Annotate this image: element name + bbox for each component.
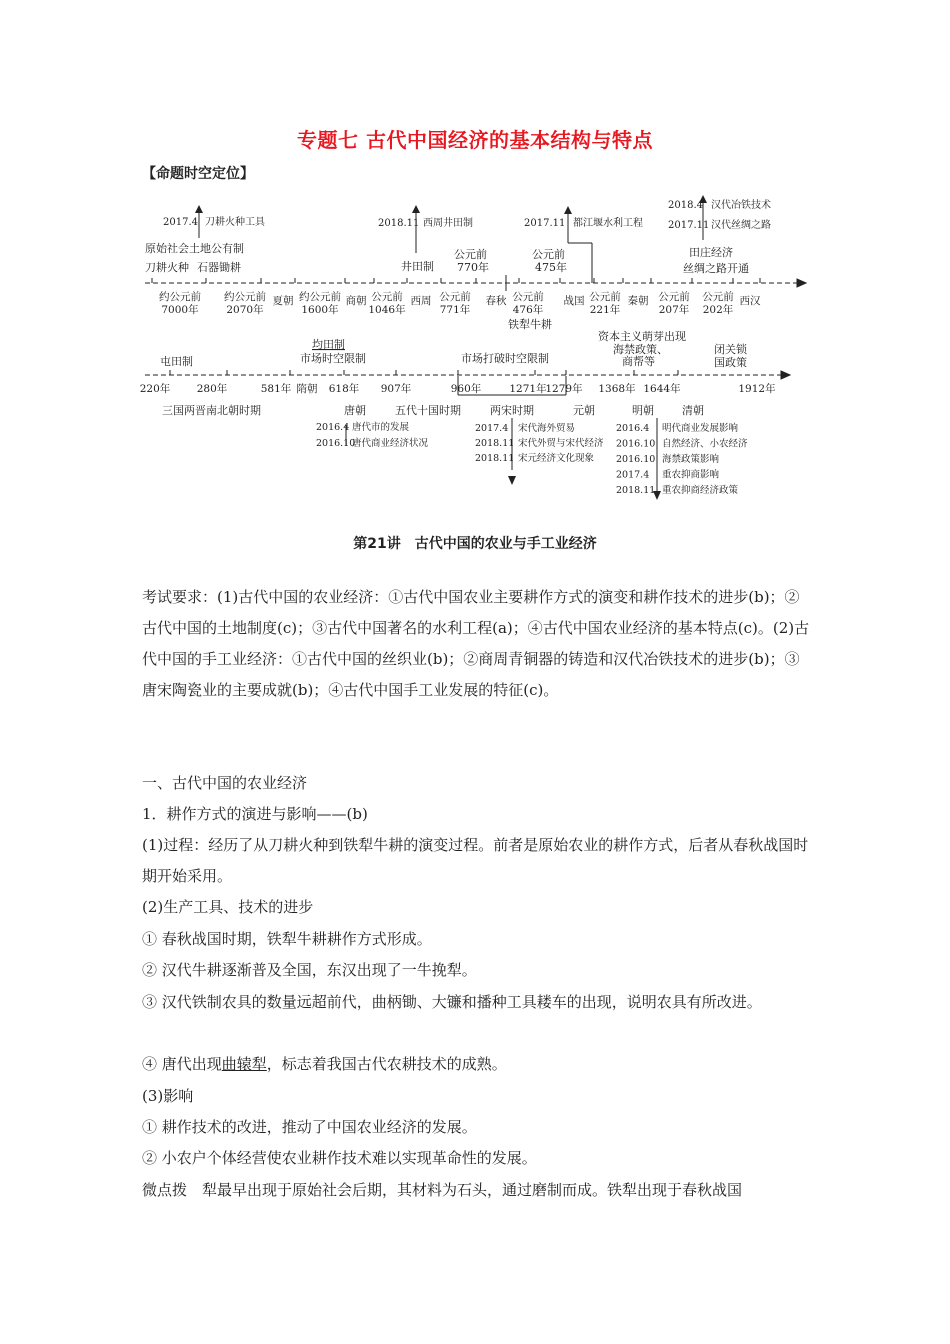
- exam-date: 2017.4: [616, 469, 650, 481]
- bottom-axis-label: 960年: [450, 383, 482, 395]
- top-axis-label: 公元前: [589, 291, 621, 303]
- label-song: 两宋时期: [490, 404, 534, 417]
- timeline-diagram: [0, 0, 950, 520]
- impact-item: ② 小农户个体经营使农业耕作技术难以实现革命性的发展。: [142, 1149, 537, 1167]
- top-axis-label: 夏朝: [272, 295, 294, 307]
- exam-date: 2016.4: [616, 423, 650, 434]
- exam-topic: 汉代冶铁技术: [711, 200, 771, 211]
- bottom-axis-label: 1271年: [509, 383, 547, 395]
- label-closed-door: 国政策: [714, 356, 747, 369]
- top-axis-label: 1046年: [368, 304, 406, 316]
- exam-date: 2016.4: [316, 422, 350, 433]
- label-bc770: 770年: [457, 261, 489, 274]
- label-slash-burn: 刀耕火种: [145, 261, 189, 274]
- exam-date: 2017.11: [524, 218, 566, 229]
- top-axis-label: 1600年: [301, 304, 339, 316]
- top-axis-label: 西周: [410, 295, 432, 307]
- exam-topic: 海禁政策影响: [662, 454, 720, 465]
- bottom-axis-label: 220年: [139, 383, 171, 395]
- bottom-axis-label: 280年: [196, 383, 228, 395]
- label-yuan: 元朝: [573, 404, 595, 417]
- label-sea-ban: 海禁政策、: [613, 343, 668, 356]
- arrow-up: [412, 205, 420, 213]
- top-axis-label: 207年: [658, 304, 690, 316]
- exam-date: 2017.4: [163, 217, 198, 228]
- label-bc770: 公元前: [454, 248, 487, 261]
- bottom-axis-label: 907年: [380, 383, 412, 395]
- exam-topic: 自然经济、小农经济: [662, 438, 748, 450]
- item-heading: 1．耕作方式的演进与影响——(b): [142, 805, 368, 823]
- label-bc475: 公元前: [532, 248, 565, 261]
- top-axis-label: 2070年: [226, 304, 264, 316]
- bottom-axis-label: 隋朝: [296, 383, 318, 395]
- bottom-axis-label: 618年: [328, 383, 360, 395]
- exam-topic: 明代商业发展影响: [662, 423, 739, 434]
- underlined-term: 曲辕犁: [221, 1055, 267, 1073]
- exam-topic: 重农抑商影响: [662, 469, 720, 481]
- page-title: 专题七 古代中国经济的基本结构与特点: [297, 128, 653, 152]
- exam-date: 2017.4: [475, 423, 509, 434]
- top-axis-label: 春秋: [485, 295, 507, 307]
- top-axis-label: 西汉: [739, 295, 761, 307]
- label-stone-tools: 石器锄耕: [197, 261, 241, 274]
- impact-item: ① 耕作技术的改进，推动了中国农业经济的发展。: [142, 1118, 477, 1136]
- bottom-axis-label: 1644年: [643, 383, 681, 395]
- bottom-axis-label: 1279年: [545, 383, 583, 395]
- arrow-up: [195, 205, 203, 213]
- bottom-axis-label: 581年: [260, 383, 292, 395]
- top-axis-label: 约公元前: [224, 291, 266, 303]
- top-axis-label: 约公元前: [159, 291, 201, 303]
- exam-date: 2016.10: [616, 454, 656, 465]
- top-axis-label: 公元前: [439, 291, 471, 303]
- top-axis-label: 商朝: [345, 295, 367, 307]
- label-market-limit: 市场时空限制: [300, 352, 366, 365]
- process-paragraph: (1)过程：经历了从刀耕火种到铁犁牛耕的演变过程。前者是原始农业的耕作方式，后者从春秋战国时期开始采用。: [142, 836, 809, 885]
- label-ming: 明朝: [632, 404, 654, 417]
- exam-topic: 都江堰水利工程: [573, 218, 643, 229]
- impact-heading: (3)影响: [142, 1087, 194, 1105]
- label-well-field: 井田制: [401, 260, 434, 273]
- exam-date: 2018.4: [668, 200, 703, 211]
- exam-topic: 宋代外贸与宋代经济: [518, 438, 604, 449]
- label-three-kingdoms: 三国两晋南北朝时期: [162, 404, 261, 417]
- label-primitive-land: 原始社会土地公有制: [145, 242, 244, 255]
- label-market-break: 市场打破时空限制: [461, 352, 549, 365]
- tip-paragraph: [142, 1175, 810, 1206]
- label-iron-plough: 铁犁牛耕: [508, 318, 552, 331]
- exam-date: 2018.11: [616, 485, 656, 496]
- tool-item: ④ 唐代出现曲辕犁，标志着我国古代农耕技术的成熟。: [142, 1055, 507, 1073]
- bottom-axis-label: 1368年: [598, 383, 636, 395]
- exam-topic: 重农抑商经济政策: [662, 485, 739, 496]
- exam-date: 2017.11: [668, 220, 710, 231]
- tip-text: 犁最早出现于原始社会后期，其材料为石头，通过磨制而成。铁犁出现于春秋战国: [202, 1181, 743, 1199]
- label-five-dynasties: 五代十国时期: [395, 404, 461, 417]
- exam-date: 2016.10: [616, 438, 656, 450]
- top-axis-label: 476年: [512, 304, 544, 316]
- label-qing: 清朝: [682, 404, 704, 417]
- tool-item: ② 汉代牛耕逐渐普及全国，东汉出现了一牛挽犁。: [142, 961, 477, 979]
- top-axis-label: 约公元前: [299, 291, 341, 303]
- top-axis-label: 公元前: [371, 291, 403, 303]
- tools-heading: (2)生产工具、技术的进步: [142, 898, 314, 916]
- label-bc475: 475年: [535, 261, 567, 274]
- top-axis-label: 221年: [589, 304, 621, 316]
- top-axis-label: 战国: [563, 295, 585, 307]
- arrow-down: [508, 476, 516, 485]
- tool-item: ① 春秋战国时期，铁犁牛耕耕作方式形成。: [142, 930, 432, 948]
- tool-item: ③ 汉代铁制农具的数量远超前代，曲柄锄、大镰和播种工具耧车的出现，说明农具有所改进。: [142, 993, 762, 1011]
- exam-topic: 宋元经济文化现象: [518, 453, 595, 464]
- label-tuntian: 屯田制: [160, 355, 193, 368]
- section-heading: 一、古代中国的农业经济: [142, 774, 308, 792]
- arrow-up: [564, 206, 572, 214]
- exam-topic: 唐代市的发展: [352, 422, 410, 433]
- top-axis-label: 公元前: [702, 291, 734, 303]
- top-axis-label: 202年: [702, 304, 734, 316]
- label-juntian: 均田制: [312, 338, 345, 351]
- exam-topic: 刀耕火种工具: [205, 217, 265, 228]
- label-merchants: 商帮等: [622, 355, 655, 368]
- label-closed-door: 闭关锁: [714, 343, 747, 356]
- label-field-economy: 田庄经济: [689, 246, 733, 259]
- exam-date: 2018.11: [475, 438, 515, 449]
- bottom-axis-label: 1912年: [738, 383, 776, 395]
- exam-topic: 汉代丝绸之路: [711, 220, 771, 231]
- exam-requirements: 考试要求：(1)古代中国的农业经济：①古代中国农业主要耕作方式的演变和耕作技术的进步(b)；②古代中国的土地制度(c)；③古代中国著名的水利工程(a)；④古代中国农业经济的基本特点(c)。(2)古代中国的手工业经济：①古代中国的丝织业(b)；②商周青铜器的铸造和汉代冶铁技术的进步(b)；③唐宋陶瓷业的主要成就(b)；④古代中国手工业发展的特征(c)。: [142, 588, 810, 699]
- label-tang: 唐朝: [344, 404, 366, 417]
- exam-topic: 西周井田制: [423, 218, 473, 229]
- top-axis-arrow: [797, 279, 806, 287]
- top-axis-label: 公元前: [658, 291, 690, 303]
- exam-date: 2018.11: [475, 453, 515, 464]
- top-axis-label: 秦朝: [627, 295, 649, 307]
- exam-date: 2018.11: [378, 218, 420, 229]
- label-silk-road: 丝绸之路开通: [683, 262, 749, 275]
- exam-date: 2016.10: [316, 438, 356, 449]
- label-capitalism: 资本主义萌芽出现: [598, 330, 686, 343]
- lecture-title: 第21讲 古代中国的农业与手工业经济: [353, 536, 597, 552]
- top-axis-label: 7000年: [161, 304, 199, 316]
- exam-topic: 唐代商业经济状况: [352, 438, 429, 449]
- section-tag: 【命题时空定位】: [142, 166, 254, 182]
- top-axis-label: 公元前: [512, 291, 544, 303]
- bottom-axis-arrow: [781, 371, 790, 379]
- exam-topic: 宋代海外贸易: [518, 423, 576, 434]
- top-axis-label: 771年: [439, 304, 471, 316]
- tip-label: 微点拨: [142, 1181, 188, 1199]
